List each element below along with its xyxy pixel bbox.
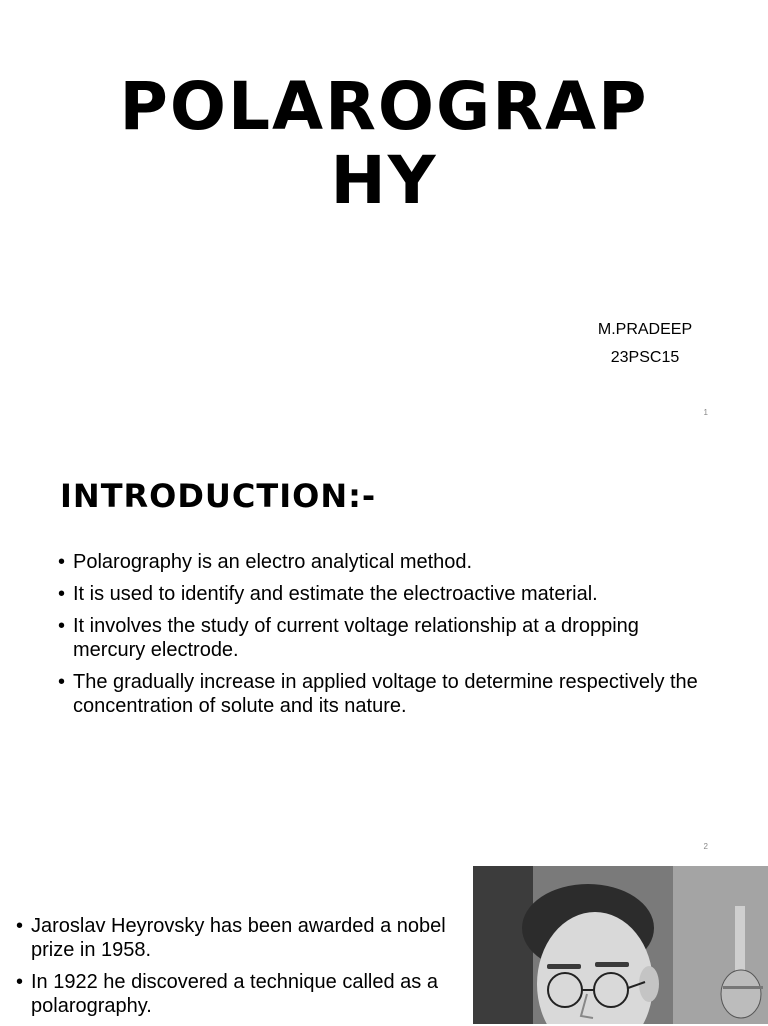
title-line-1: POLAROGRAP [119,68,649,145]
heyrovsky-slide [0,864,768,1024]
slide-title [60,70,708,218]
author-id: 23PSC15 [610,349,680,366]
heyrovsky-photo [473,866,768,1024]
introduction-slide [0,432,768,864]
bullet-item: • It is used to identify and estimate the electroactive material. [58,582,698,606]
title-line-2: HY [330,142,438,219]
bullet-item: • In 1922 he discovered a technique called as a polarography. [16,970,456,1018]
title-slide [0,0,768,432]
bullet-item: • Polarography is an electro analytical method. [58,550,698,574]
slide-heading: INTRODUCTION:- [60,477,377,515]
author-name: M.PRADEEP [597,321,693,338]
bullet-item: • It involves the study of current voltage relationship at a dropping mercury electrode. [58,614,698,662]
bullet-item: • The gradually increase in applied voltage to determine respectively the concentration of solute and its nature. [58,670,698,718]
bullet-list [16,914,456,1026]
bullet-item: • Jaroslav Heyrovsky has been awarded a nobel prize in 1958. [16,914,456,962]
author-block [560,316,730,372]
bullet-list [58,550,698,726]
slide-number: 1 [703,408,708,417]
slide-number: 2 [703,842,708,851]
